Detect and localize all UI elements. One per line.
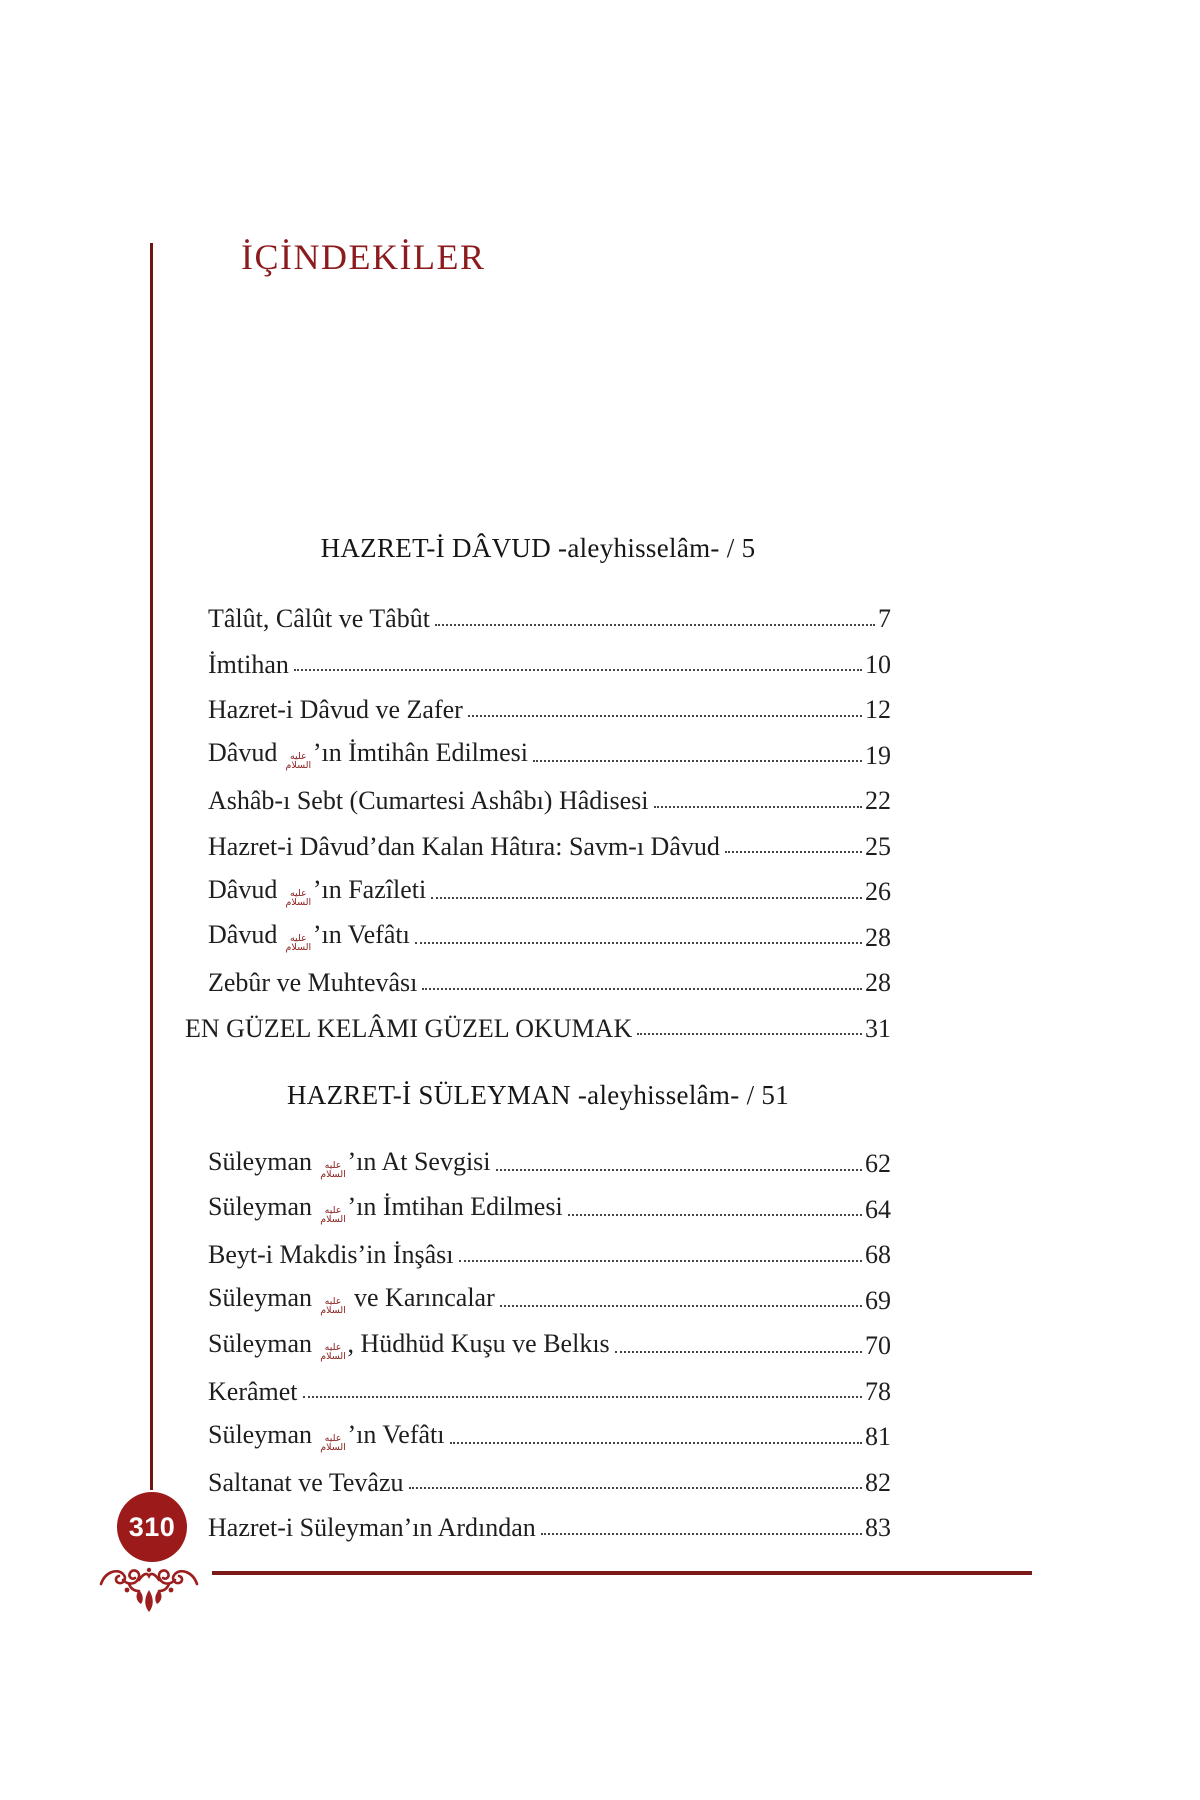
dot-leader	[533, 760, 862, 762]
aleyhisselam-calligraphy-icon: عليه السلام	[320, 1432, 346, 1453]
toc-entry-page: 62	[865, 1149, 891, 1179]
toc-entry-page: 22	[865, 786, 891, 816]
toc-entry-page: 28	[865, 922, 891, 952]
dot-leader	[459, 1260, 862, 1262]
dot-leader	[435, 624, 875, 626]
left-margin-rule	[150, 243, 153, 1490]
section-entries	[185, 588, 891, 1043]
toc-entry-page: 78	[865, 1376, 891, 1406]
toc-entry	[185, 1452, 891, 1498]
section-heading: HAZRET-İ SÜLEYMAN -aleyhisselâm- / 51	[286, 1080, 790, 1110]
aleyhisselam-calligraphy-icon: عليه السلام	[320, 1296, 346, 1316]
toc-entry	[185, 725, 891, 771]
dot-leader	[500, 1305, 862, 1307]
section-entries	[185, 1133, 891, 1543]
toc-entry-page: 31	[865, 1013, 891, 1043]
dot-leader	[450, 1442, 863, 1444]
toc-entry-label: Süleyman عليه السلام ve Karıncalar	[208, 1283, 495, 1316]
toc-entry-page: 70	[865, 1331, 891, 1361]
toc-entry-page: 28	[865, 968, 891, 998]
aleyhisselam-calligraphy-icon: عليه السلام	[320, 1341, 346, 1362]
toc-entry-label: Kerâmet	[208, 1376, 298, 1406]
toc-entry-label: EN GÜZEL KELÂMI GÜZEL OKUMAK	[185, 1013, 633, 1043]
aleyhisselam-calligraphy-icon: عليه السلام	[320, 1205, 346, 1225]
dot-leader	[468, 715, 862, 717]
dot-leader	[409, 1487, 862, 1489]
toc-entry-page: 68	[865, 1240, 891, 1270]
dot-leader	[654, 806, 863, 808]
dot-leader	[541, 1533, 862, 1535]
toc-entry-page: 82	[865, 1467, 891, 1497]
toc-entry-label: Zebûr ve Muhtevâsı	[208, 968, 418, 998]
dot-leader	[303, 1396, 862, 1398]
toc-entry	[185, 952, 891, 998]
toc-entry-page: 7	[878, 604, 891, 634]
toc-entry	[185, 1497, 891, 1543]
footer-rule	[212, 1571, 1032, 1575]
toc-entry	[185, 1224, 891, 1270]
page-title: İÇİNDEKİLER	[241, 237, 486, 277]
table-of-contents	[185, 530, 891, 1543]
toc-entry	[185, 1361, 891, 1407]
toc-entry-label: Süleyman عليه السلام’ın İmtihan Edilmesi	[208, 1192, 563, 1225]
toc-entry-label: Hazret-i Süleyman’ın Ardından	[208, 1513, 536, 1543]
toc-entry	[185, 1315, 891, 1361]
toc-entry-page: 12	[865, 695, 891, 725]
toc-entry	[185, 1133, 891, 1179]
dot-leader	[422, 988, 862, 990]
toc-entry-label: Ashâb-ı Sebt (Cumartesi Ashâbı) Hâdisesi	[208, 786, 649, 816]
aleyhisselam-calligraphy-icon: عليه السلام	[285, 751, 312, 771]
aleyhisselam-calligraphy-icon: عليه السلام	[320, 1159, 346, 1180]
toc-entry-page: 25	[865, 831, 891, 861]
toc-entry	[185, 634, 891, 680]
aleyhisselam-calligraphy-icon: عليه السلام	[285, 933, 312, 953]
toc-entry	[185, 998, 891, 1044]
dot-leader	[496, 1169, 862, 1171]
toc-entry	[185, 816, 891, 862]
toc-entry	[185, 588, 891, 634]
toc-entry-label: Beyt-i Makdis’in İnşâsı	[208, 1240, 454, 1270]
toc-entry-page: 26	[865, 877, 891, 907]
toc-entry-label: Tâlût, Câlût ve Tâbût	[208, 604, 430, 634]
toc-entry	[185, 770, 891, 816]
dot-leader	[725, 851, 862, 853]
toc-entry-page: 19	[865, 740, 891, 770]
toc-entry-label: Süleyman عليه السلام’ın At Sevgisi	[208, 1146, 491, 1180]
dot-leader	[415, 942, 862, 944]
toc-entry-page: 81	[865, 1422, 891, 1452]
toc-entry-label: Süleyman عليه السلام, Hüdhüd Kuşu ve Belkıs	[208, 1328, 610, 1362]
toc-entry	[185, 679, 891, 725]
toc-entry-page: 10	[865, 649, 891, 679]
page-number: 310	[128, 1511, 176, 1542]
toc-entry-label: Dâvud عليه السلام’ın İmtihân Edilmesi	[208, 738, 529, 771]
toc-entry-page: 69	[865, 1285, 891, 1315]
page-number-badge	[117, 1492, 187, 1562]
toc-entry	[185, 1406, 891, 1452]
dot-leader	[294, 669, 862, 671]
toc-entry	[185, 907, 891, 953]
toc-entry-label: Saltanat ve Tevâzu	[208, 1467, 404, 1497]
toc-entry-page: 64	[865, 1194, 891, 1224]
dot-leader	[615, 1351, 862, 1353]
toc-entry	[185, 1270, 891, 1316]
dot-leader	[431, 897, 862, 899]
dot-leader	[637, 1033, 862, 1035]
toc-entry	[185, 861, 891, 907]
toc-entry-label: Dâvud عليه السلام’ın Vefâtı	[208, 920, 410, 953]
toc-entry-page: 83	[865, 1513, 891, 1543]
toc-entry-label: Süleyman عليه السلام’ın Vefâtı	[208, 1419, 445, 1453]
toc-entry-label: Hazret-i Dâvud ve Zafer	[208, 695, 463, 725]
section-heading: HAZRET-İ DÂVUD -aleyhisselâm- / 5	[320, 533, 756, 563]
toc-entry-label: Dâvud عليه السلام’ın Fazîleti	[208, 874, 427, 908]
toc-entry-label: Hazret-i Dâvud’dan Kalan Hâtıra: Savm-ı Dâvud	[208, 831, 720, 861]
flourish-ornament-icon	[99, 1560, 199, 1616]
dot-leader	[568, 1214, 862, 1216]
toc-entry-label: İmtihan	[208, 649, 289, 679]
toc-entry	[185, 1179, 891, 1225]
aleyhisselam-calligraphy-icon: عليه السلام	[285, 887, 312, 908]
